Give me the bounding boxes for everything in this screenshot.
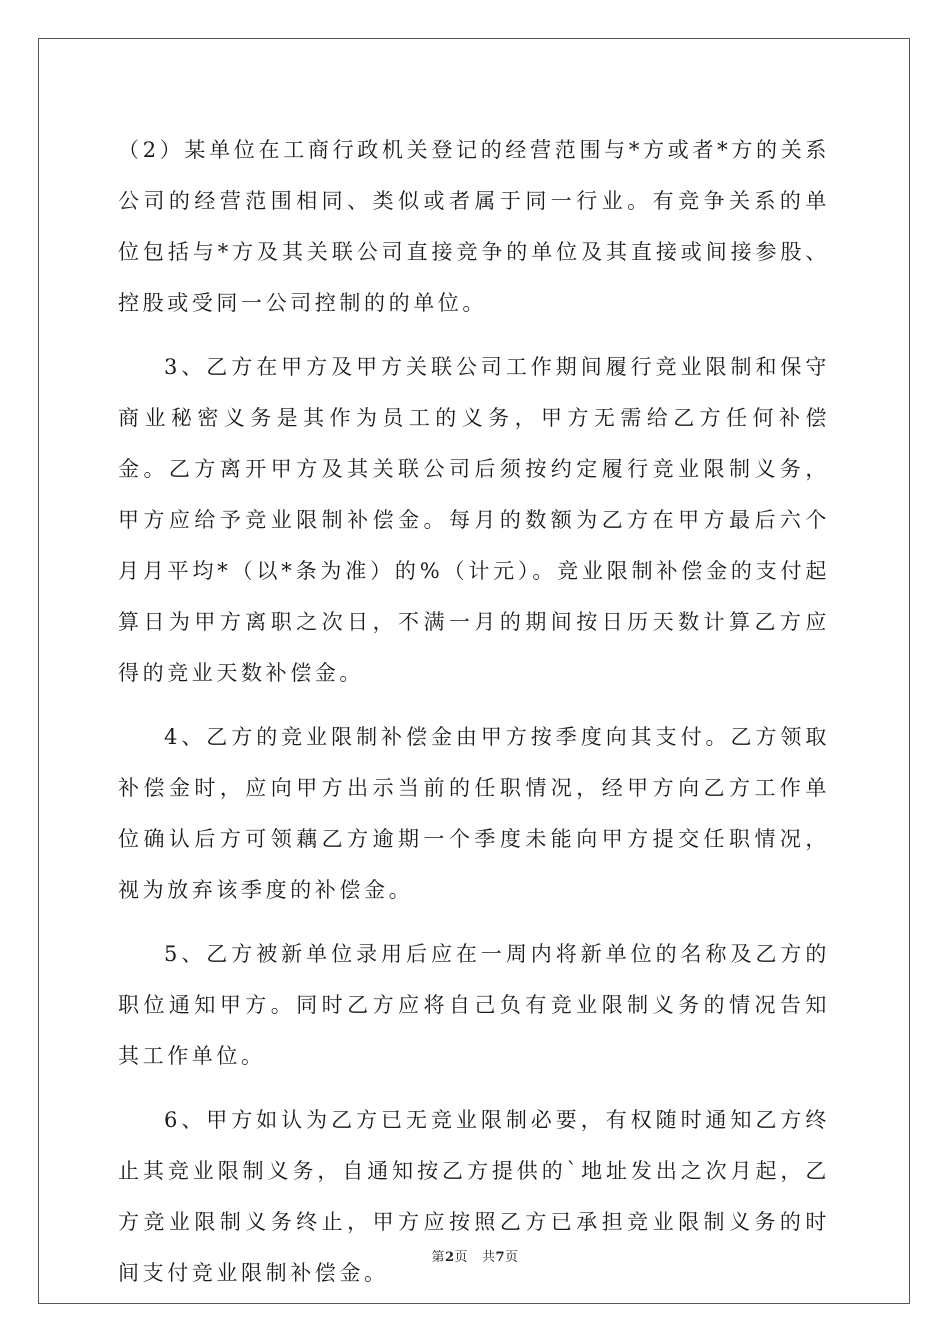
footer-total-prefix: 共 [481, 1250, 496, 1265]
total-pages-number: 7 [495, 1250, 506, 1265]
paragraph-2-definition: （2）某单位在工商行政机关登记的经营范围与*方或者*方的关系公司的经营范围相同、类似或者属于同一行业。有竞争关系的单位包括与*方及其关联公司直接竞争的单位及其直接或间接参股、控股或受同一公司控制的的单位。 [118, 138, 830, 315]
paragraph-clause-5: 5、乙方被新单位录用后应在一周内将新单位的名称及乙方的职位通知甲方。同时乙方应将自己负有竞业限制义务的情况告知其工作单位。 [118, 942, 830, 1068]
document-body [118, 125, 830, 1299]
footer-prefix: 第 [431, 1250, 445, 1265]
current-page-number: 2 [444, 1250, 455, 1265]
paragraph-clause-4: 4、乙方的竞业限制补偿金由甲方按季度向其支付。乙方领取补偿金时，应向甲方出示当前的任职情况，经甲方向乙方工作单位确认后方可领藕乙方逾期一个季度未能向甲方提交任职情况，视为放弃该季度的补偿金。 [118, 725, 830, 902]
footer-page-suffix: 页 [454, 1250, 469, 1265]
paragraph-clause-3: 3、乙方在甲方及甲方关联公司工作期间履行竞业限制和保守商业秘密义务是其作为员工的义务，甲方无需给乙方任何补偿金。乙方离开甲方及其关联公司后须按约定履行竞业限制义务，甲方应给予竞业限制补偿金。每月的数额为乙方在甲方最后六个月月平均*（以*条为准）的%（计元）。竞业限制补偿金的支付起算日为甲方离职之次日，不满一月的期间按日历天数计算乙方应得的竞业天数补偿金。 [118, 355, 830, 685]
page-footer [0, 1246, 950, 1265]
footer-total-suffix: 页 [505, 1250, 519, 1265]
paragraph-clause-6: 6、甲方如认为乙方已无竞业限制必要，有权随时通知乙方终止其竞业限制义务，自通知按乙方提供的`地址发出之次月起，乙方竞业限制义务终止，甲方应按照乙方已承担竞业限制义务的时间支付竞业限制补偿金。 [118, 1108, 830, 1285]
